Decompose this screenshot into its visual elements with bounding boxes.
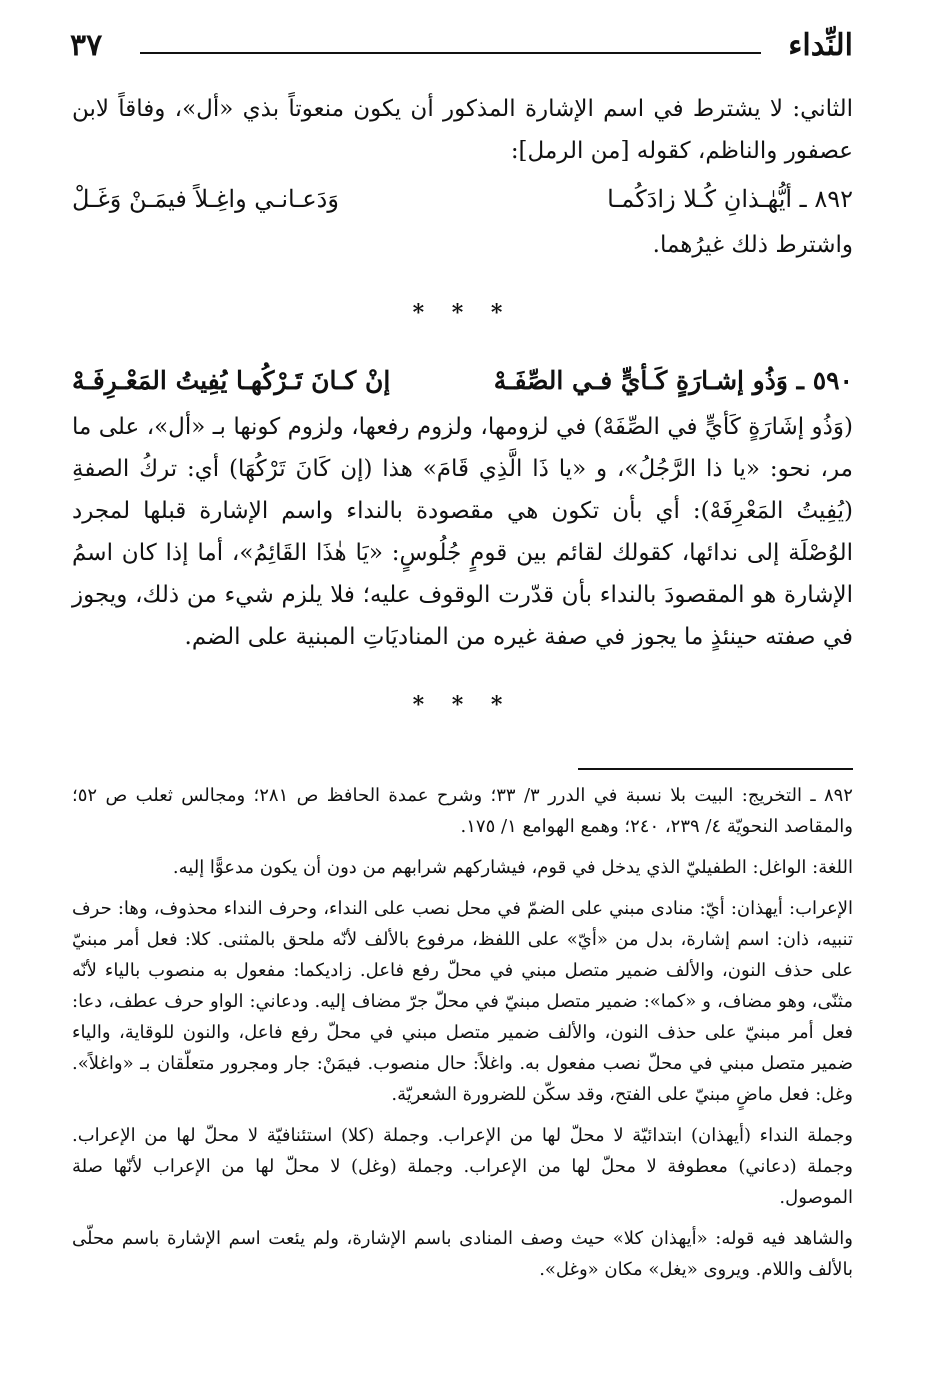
verse-590-second-hemistich: إنْ كـانَ تَـرْكُهـا يُفِيتُ المَعْـرِفَـهْ (72, 366, 391, 395)
footnote-irab: الإعراب: أيهذان: أيّ: منادى مبني على الضمّ في محل نصب على النداء، وحرف النداء محذوف، وها: حرف تنبيه، ذان: اسم إشارة، بدل من «أيّ» على اللفظ، مرفوع بالألف لأنّه ملحق بالمثنى. كلا: فعل أمر مبنيّ على حذف النون، والألف ضمير متصل مبني في محلّ رفع فاعل. زاديكما: مفعول به منصوب بالياء لأنّه مثنّى، وهو مضاف، و «كما»: ضمير متصل مبنيّ في محلّ جرّ مضاف إليه. ودعاني: الواو حرف عطف، دعا: فعل أمر مبنيّ على حذف النون، والألف ضمير متصل مبني في محلّ رفع فاعل، والنون للوقاية، والياء ضمير متصل مبني في محلّ نصب مفعول به. واغلاً: حال منصوب. فيمَنْ: جار ومجرور متعلّقان بـ «واغلاً». وغل: فعل ماضٍ مبنيّ على الفتح، وقد سكّن للضرورة الشعريّة. (72, 898, 853, 1105)
verse-892-first-hemistich: ٨٩٢ ـ أيُّهٰـذانِ كُـلا زادَكُمـا (607, 185, 853, 213)
verse-590-first-hemistich: ٥٩٠ ـ وَذُو إشـارَةٍ كَـأيٍّ فـي الصِّفَـهْ (493, 366, 853, 395)
verse-892-second-hemistich: وَدَعـانـي واغِـلاً فيمَـنْ وَغَـلْ (72, 185, 339, 213)
footnote-rule (578, 768, 853, 770)
footnote-lugha: اللغة: الواغل: الطفيليّ الذي يدخل في قوم، فيشاركهم شرابهم من دون أن يكون مدعوًّا إليه. (172, 857, 853, 878)
chapter-title: النِّداء (788, 28, 853, 63)
paragraph-condition-note: واشترط ذلك غيرُهما. (652, 232, 853, 258)
section-separator: * * * (412, 300, 513, 326)
main-text (72, 88, 853, 752)
verse-892 (72, 178, 853, 220)
paragraph-second-condition: الثاني: لا يشترط في اسم الإشارة المذكور أن يكون منعوتاً بذي «أل»، وفاقاً لابن عصفور والناظم، كقوله [من الرمل]: (72, 96, 853, 164)
verse-590 (72, 360, 853, 402)
running-header (70, 26, 853, 70)
footnote-shahid: والشاهد فيه قوله: «أيهذان كلا» حيث وصف المنادى باسم الإشارة، ولم يئعت اسم الإشارة باسم محلّى بالألف واللام. ويروى «يغل» مكان «وغل». (72, 1228, 853, 1280)
footnotes (72, 780, 853, 1295)
page-number: ٣٧ (70, 28, 103, 63)
footnote-takhrij: ٨٩٢ ـ التخريج: البيت بلا نسبة في الدرر ٣/ ٣٣؛ وشرح عمدة الحافظ ص ٢٨١؛ ومجالس ثعلب ص ٥٢؛ والمقاصد النحويّة ٤/ ٢٣٩، ٢٤٠؛ وهمع الهوامع ١/ ١٧٥. (72, 785, 853, 837)
header-rule (140, 52, 761, 54)
paragraph-commentary: (وَذُو إشَارَةٍ كَأيٍّ في الصِّفَهْ) في لزومها، ولزوم رفعها، ولزوم كونها بـ «أل»، على ما مر، نحو: «يا ذا الرَّجُلُ»، و «يا ذَا الَّذِي قَامَ» هذا (إن كَانَ تَرْكُهَا) أي: تركُ الصفةِ (يُفِيتُ المَعْرِفَهْ): أي بأن تكون هي مقصودة بالنداء واسم الإشارة قبلها لمجرد الوُصْلَة إلى ندائها، كقولك لقائم بين قومٍ جُلُوسٍ: «يَا هٰذَا القَائِمُ»، أما إذا كان اسمُ الإشارة هو المقصودَ بالنداء بأن قدّرت الوقوف عليه؛ فلا يلزم شيء من ذلك، ويجوز في صفته حينئذٍ ما يجوز في صفة غيره من المناديَاتِ المبنية على الضم. (72, 414, 853, 650)
footnote-jumal: وجملة النداء (أيهذان) ابتدائيّة لا محلّ لها من الإعراب. وجملة (كلا) استئنافيّة لا محلّ لها من الإعراب. وجملة (دعاني) معطوفة لا محلّ لها من الإعراب. وجملة (وغل) لا محلّ لها من الإعراب لأنّها صلة الموصول. (72, 1125, 853, 1208)
section-separator-2: * * * (412, 692, 513, 718)
